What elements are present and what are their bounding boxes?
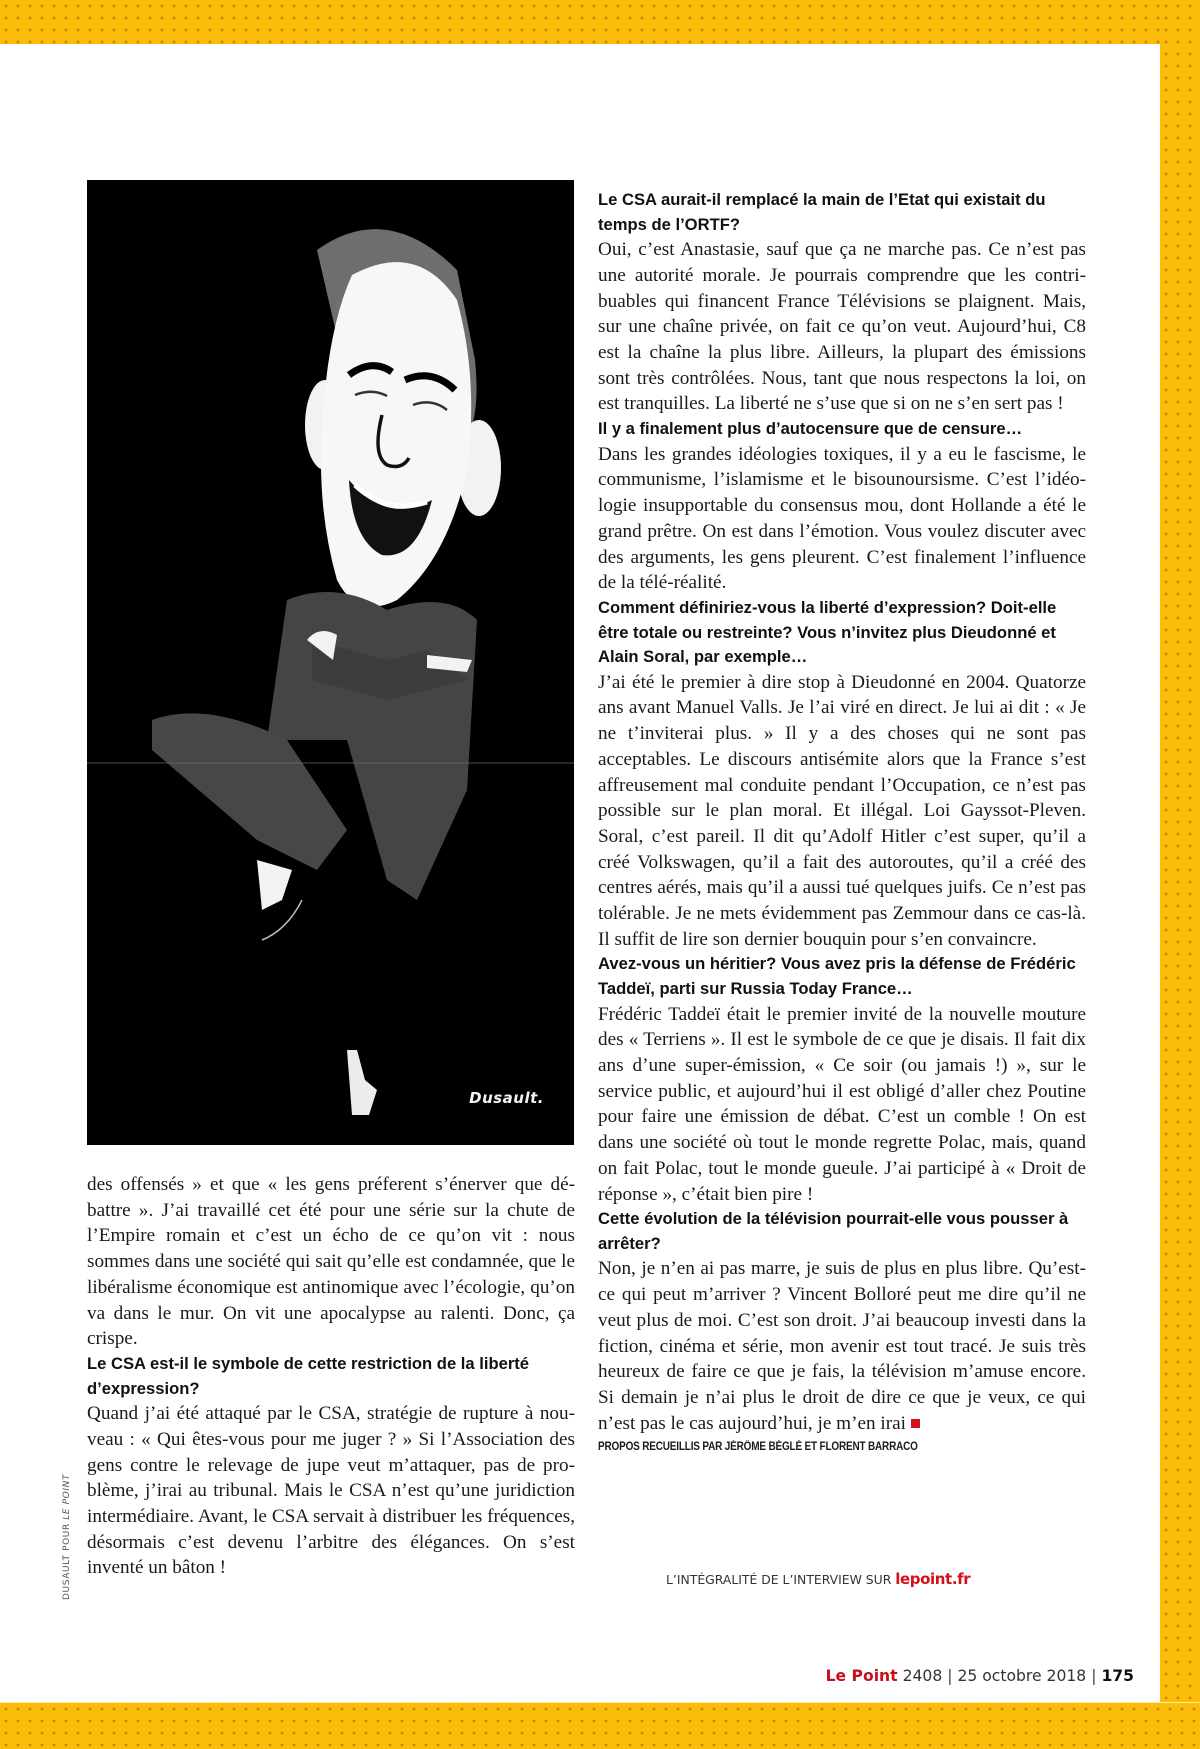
answer-text: Dans les grandes idéologies toxiques, il y a eu le fascisme, le communisme, l’islamisme et le bisounoursisme. C’est l’idéologie insupportable du consensus mou, dont Hollande a été le grand prêtre. On est dans l’émotion. Vous voulez discuter avec des arguments, les gens pleurent. C’est finalement l’influence de la télé-réalité.	[598, 443, 1086, 594]
sock	[257, 860, 292, 910]
issue-number: 2408	[902, 1667, 943, 1685]
answer-text: Non, je n’en ai pas marre, je suis de plus en plus libre. Qu’est-ce qui peut m’arriver ? Vincent Bolloré peut me dire qu’il ne veut plus de moi. C’est son droit. J’ai beaucoup investi dans la fiction, cinéma et série, mon avenir est tout tracé. Je suis très heureux de faire ce que je fais, la télévision m’amuse encore. Si demain je n’ai plus le droit de dire ce que je veux, ce qui n’est pas le cas aujourd’hui, je m’en irai	[598, 1258, 1086, 1434]
photo-credit-publication: LE POINT	[62, 1473, 72, 1520]
issue-date: 25 octobre 2018	[957, 1667, 1087, 1685]
question-heading: Le CSA est-il le symbole de cette restriction de la liberté d’expression?	[87, 1353, 530, 1398]
decorative-border-right	[1160, 0, 1200, 1748]
artist-signature: Dusault.	[469, 1089, 544, 1107]
face-shape	[321, 262, 471, 607]
page-number: 175	[1101, 1667, 1134, 1685]
right-column	[598, 188, 1086, 1456]
answer-text: Quand j’ai été attaqué par le CSA, stratégie de rupture à nouveau : « Qui êtes-vous pour me juger ? » Si l’Association des gens contre le relevage de jupe veut m’attaquer, pas de problème, j’irai au tribunal. Mais le CSA n’est qu’une juridiction intermédiaire. Avant, le CSA servait à distribuer les fréquences, désormais c’est devenu l’arbitre des élégances. On s’est inventé un bâton !	[87, 1403, 575, 1579]
magazine-brand: Le Point	[825, 1667, 898, 1685]
folio-separator: |	[1091, 1667, 1097, 1685]
web-note-text: L’INTÉGRALITÉ DE L’INTERVIEW SUR	[666, 1572, 896, 1587]
answer-text: J’ai été le premier à dire stop à Dieudonné en 2004. Quatorze ans avant Manuel Valls. Je l’ai viré en direct. Je lui ai dit : « Je ne t’inviterai plus. » Il y a des choses qui ne sont pas acceptables. Le discours antisémite alors que la France s’est affreusement mal conduite pendant l’Occupation, ce n’est pas possible sur le plan moral. Et illégal. Loi Gayssot-Pleven. Soral, c’est pareil. Il dit qu’Adolf Hitler c’est super, qu’il a créé Volkswagen, qu’il a fait des autoroutes, qu’il a créé des centres aérés, mais qu’il a aussi tué quelques juifs. Ce n’est pas tolérable. Je ne mets évidemment pas Zemmour dans ce cas-là. Il suffit de lire son dernier bouquin pour s’en convaincre.	[598, 671, 1086, 950]
question-heading: Avez-vous un héritier? Vous avez pris la défense de Frédéric Taddeï, parti sur Russia Today France…	[598, 954, 1076, 999]
decorative-border-bottom	[0, 1702, 1200, 1749]
question-heading: Comment définiriez-vous la liberté d’expression? Doit-elle être totale ou restreinte? Vous n’invitez plus Dieudonné et Alain Soral, par exemple…	[598, 597, 1057, 667]
question-heading: Cette évolution de la télévision pourrait-elle vous pousser à arrêter?	[598, 1209, 1069, 1253]
photo-credit	[62, 1410, 72, 1600]
interview-credits: PROPOS RECUEILLIS PAR JÉRÔME BÉGLÉ ET FLORENT BARRACO	[598, 1440, 918, 1454]
caricature-illustration	[87, 180, 574, 1145]
answer-text: Frédéric Taddeï était le premier invité de la nouvelle mouture des « Terriens ». Il est le symbole de ce que je disais. Il fait dix ans d’une super-émission, « Ce soir (ou jamais !) », sur le service public, et aujourd’hui il est obligé d’aller chez Poutine pour faire une émission de débat. C’est un comble ! On est dans une société où tout le monde regrette Polac, mais, quand on fait Polac, tout le monde gueule. J’ai participé à « Droit de réponse », c’était bien pire !	[598, 1003, 1086, 1205]
question-heading: Le CSA aurait-il remplacé la main de l’Etat qui existait du temps de l’ORTF?	[598, 190, 1046, 234]
decorative-border-top	[0, 0, 1200, 44]
folio-separator: |	[947, 1667, 953, 1685]
caricature-drawing	[87, 180, 574, 1145]
foot-highlight	[347, 1050, 377, 1115]
web-note	[666, 1570, 970, 1588]
answer-text-continued: des offensés » et que « les gens préferent s’énerver que débattre ». J’ai travaillé cet été pour une série sur la chute de l’Empire romain et c’est un écho de ce qu’on vit : nous sommes dans une société qui sait qu’elle est condamnée, que le libéralisme économique est antinomique avec l’écologie, qu’on va dans le mur. On vit une apocalypse au ralenti. Donc, ça crispe.	[87, 1174, 575, 1350]
website-link[interactable]: lepoint.fr	[895, 1570, 971, 1588]
final-answer	[598, 1256, 1086, 1436]
page-folio	[826, 1667, 1134, 1685]
photo-credit-artist: DUSAULT POUR	[62, 1519, 72, 1600]
end-of-article-mark-icon	[911, 1419, 920, 1428]
answer-text: Oui, c’est Anastasie, sauf que ça ne marche pas. Ce n’est pas une autorité morale. Je pourrais comprendre que les contribuables qui financent France Télévisions se plaignent. Mais, sur une chaîne privée, on fait ce qu’on veut. Aujourd’hui, C8 est la chaîne la plus libre. Ailleurs, la plupart des émissions sont très contrôlées. Nous, tant que nous respectons la loi, on est tranquilles. La liberté ne s’use que si on ne s’en sert pas !	[598, 239, 1086, 415]
question-heading: Il y a finalement plus d’autocensure que de censure…	[598, 419, 1023, 439]
left-column	[87, 1172, 575, 1581]
